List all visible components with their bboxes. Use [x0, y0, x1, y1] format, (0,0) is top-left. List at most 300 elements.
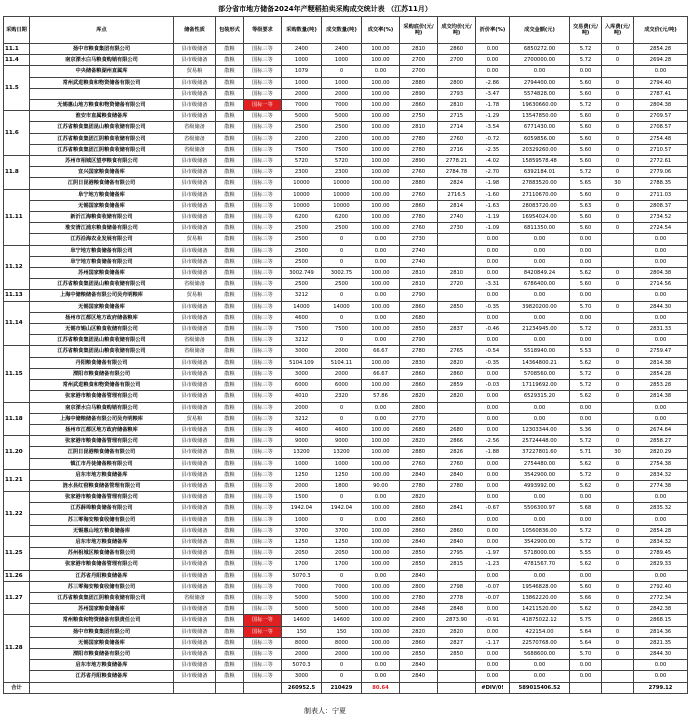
value-cell: 2850	[400, 559, 438, 570]
date-cell: 11.21	[4, 469, 30, 491]
grade-cell: 国标三等	[244, 604, 282, 615]
table-row	[4, 480, 688, 491]
value-cell: 县市级储备	[174, 469, 216, 480]
grade-cell: 国标三等	[244, 144, 282, 155]
value-cell: 县市级储备	[174, 458, 216, 469]
value-cell: 2840	[400, 671, 438, 682]
value-cell: 散粮	[216, 626, 244, 637]
value-cell: 28083720.00	[510, 200, 570, 211]
value-cell: 2810	[400, 122, 438, 133]
warehouse-cell: 宜兴国家粮食储备库	[30, 167, 174, 178]
value-cell: 30	[602, 447, 634, 458]
value-cell: 0.00	[510, 514, 570, 525]
value-cell: 150	[282, 626, 322, 637]
value-cell: 2820	[400, 391, 438, 402]
value-cell: 2840	[400, 660, 438, 671]
value-cell: 2500	[322, 279, 362, 290]
value-cell: 4600	[282, 312, 322, 323]
value-cell: 5.62	[570, 391, 602, 402]
table-row	[4, 122, 688, 133]
value-cell	[602, 570, 634, 581]
value-cell: 5000	[322, 592, 362, 603]
table-row	[4, 648, 688, 659]
value-cell: 0	[322, 290, 362, 301]
table-row	[4, 424, 688, 435]
empty-cell	[244, 682, 282, 693]
value-cell	[602, 514, 634, 525]
value-cell: 2850	[400, 324, 438, 335]
value-cell: 0.00	[476, 671, 510, 682]
value-cell: 2854.28	[634, 44, 688, 55]
value-cell: 0	[602, 592, 634, 603]
value-cell: 2834.32	[634, 536, 688, 547]
value-cell: 2780	[400, 480, 438, 491]
value-cell: 0	[602, 44, 634, 55]
value-cell: 1079	[282, 66, 322, 77]
value-cell: 16954024.00	[510, 212, 570, 223]
value-cell: 100.00	[362, 200, 400, 211]
value-cell: -1.23	[476, 559, 510, 570]
value-cell: 22570768.00	[510, 637, 570, 648]
value-cell: 0	[602, 346, 634, 357]
value-cell: 散粮	[216, 368, 244, 379]
value-cell: 15859578.48	[510, 156, 570, 167]
warehouse-cell: 苏州国家粮食储备库	[30, 268, 174, 279]
value-cell: 散粮	[216, 66, 244, 77]
value-cell: 4600	[282, 424, 322, 435]
table-row	[4, 312, 688, 323]
value-cell: 2820.29	[634, 447, 688, 458]
value-cell: 5.72	[570, 380, 602, 391]
value-cell	[602, 413, 634, 424]
value-cell: 2850	[400, 548, 438, 559]
value-cell: 贸易粮	[174, 234, 216, 245]
table-row	[4, 469, 688, 480]
value-cell: 2860	[400, 100, 438, 111]
value-cell: 2780	[400, 133, 438, 144]
table-body	[4, 44, 688, 694]
value-cell: 100.00	[362, 178, 400, 189]
value-cell: 散粮	[216, 536, 244, 547]
value-cell: 0.00	[570, 234, 602, 245]
value-cell: 0	[602, 268, 634, 279]
grade-cell: 国标三等	[244, 279, 282, 290]
value-cell: -1.88	[476, 447, 510, 458]
date-cell: 11.12	[4, 245, 30, 290]
value-cell: 5.62	[570, 458, 602, 469]
value-cell: 散粮	[216, 234, 244, 245]
value-cell: 2860	[438, 44, 476, 55]
value-cell: 县市级储备	[174, 615, 216, 626]
value-cell: 散粮	[216, 156, 244, 167]
value-cell: 39820200.00	[510, 301, 570, 312]
grade-cell: 国标三等	[244, 424, 282, 435]
value-cell: 2716.5	[438, 189, 476, 200]
value-cell: 0	[602, 559, 634, 570]
value-cell: 0	[602, 189, 634, 200]
value-cell: -1.98	[476, 178, 510, 189]
value-cell: 2300	[322, 167, 362, 178]
value-cell: 2824	[438, 178, 476, 189]
value-cell: 5104.109	[282, 357, 322, 368]
value-cell: 100.00	[362, 55, 400, 66]
value-cell: 2854.28	[634, 368, 688, 379]
value-cell: 100.00	[362, 301, 400, 312]
empty-cell	[570, 682, 602, 693]
value-cell: 2810	[400, 279, 438, 290]
value-cell: 2810	[438, 268, 476, 279]
value-cell: 2200	[322, 133, 362, 144]
value-cell: 2500	[282, 234, 322, 245]
value-cell: 0.00	[510, 66, 570, 77]
value-cell: 2792.40	[634, 581, 688, 592]
value-cell: 散粮	[216, 189, 244, 200]
value-cell: 0	[602, 480, 634, 491]
value-cell: 2700	[400, 66, 438, 77]
value-cell: 2800	[400, 581, 438, 592]
value-cell: 2841	[438, 503, 476, 514]
warehouse-cell: 江苏省粮食集团江阴粮食收储有限公司	[30, 133, 174, 144]
value-cell: -1.60	[476, 189, 510, 200]
value-cell: 100.00	[362, 592, 400, 603]
value-cell: 散粮	[216, 447, 244, 458]
value-cell: 1250	[282, 469, 322, 480]
table-row	[4, 189, 688, 200]
value-cell	[438, 335, 476, 346]
value-cell: 100.00	[362, 424, 400, 435]
value-cell: 0.00	[634, 413, 688, 424]
value-cell: 2700	[438, 55, 476, 66]
value-cell: 4781567.70	[510, 559, 570, 570]
value-cell: 散粮	[216, 212, 244, 223]
column-header: 储备性质	[174, 17, 216, 44]
value-cell	[602, 660, 634, 671]
grade-cell: 国标三等	[244, 592, 282, 603]
warehouse-cell: 苏州国家粮食储备库	[30, 604, 174, 615]
warehouse-cell: 江苏沿海农业发展有限公司	[30, 234, 174, 245]
grade-cell: 国标三等	[244, 88, 282, 99]
value-cell: 2760	[400, 189, 438, 200]
value-cell: 0	[602, 648, 634, 659]
value-cell: 省级储备	[174, 133, 216, 144]
value-cell: 散粮	[216, 167, 244, 178]
value-cell: -0.72	[476, 133, 510, 144]
value-cell: 0.00	[510, 492, 570, 503]
value-cell: 县市级储备	[174, 525, 216, 536]
value-cell: 散粮	[216, 592, 244, 603]
value-cell: 100.00	[362, 111, 400, 122]
warehouse-cell: 阜宁地方粮食储备库	[30, 189, 174, 200]
value-cell: 散粮	[216, 581, 244, 592]
value-cell: 县市级储备	[174, 581, 216, 592]
value-cell: 0.00	[634, 66, 688, 77]
warehouse-cell: 江苏薛埠粮食储备有限公司	[30, 503, 174, 514]
value-cell: 5688600.00	[510, 648, 570, 659]
value-cell: 5.72	[570, 324, 602, 335]
value-cell: 0.00	[362, 413, 400, 424]
warehouse-cell: 新沂江海粮食收储有限公司	[30, 212, 174, 223]
value-cell: 县市级储备	[174, 447, 216, 458]
table-row	[4, 604, 688, 615]
value-cell: 5.65	[570, 178, 602, 189]
value-cell: 2820	[438, 357, 476, 368]
value-cell: 3002.75	[322, 268, 362, 279]
value-cell: 21234945.00	[510, 324, 570, 335]
table-row	[4, 156, 688, 167]
table-row	[4, 436, 688, 447]
value-cell: 5.72	[570, 368, 602, 379]
value-cell: 散粮	[216, 144, 244, 155]
value-cell: 0.00	[570, 570, 602, 581]
value-cell: 县市级储备	[174, 548, 216, 559]
value-cell: -1.19	[476, 212, 510, 223]
value-cell: 散粮	[216, 424, 244, 435]
value-cell: 41875022.12	[510, 615, 570, 626]
value-cell: 散粮	[216, 346, 244, 357]
value-cell: 2000	[322, 88, 362, 99]
value-cell: 0.00	[634, 290, 688, 301]
value-cell: 0	[602, 133, 634, 144]
date-cell: 11.1	[4, 44, 30, 55]
grade-cell: 国标三等	[244, 581, 282, 592]
value-cell: 19546828.00	[510, 581, 570, 592]
value-cell: 散粮	[216, 492, 244, 503]
value-cell: 2754.48	[634, 133, 688, 144]
value-cell: 14600	[282, 615, 322, 626]
value-cell: 6771430.00	[510, 122, 570, 133]
value-cell: 2779.06	[634, 167, 688, 178]
value-cell: 1500	[282, 492, 322, 503]
warehouse-cell: 涟水县红窑粮食储备管理有限公司	[30, 480, 174, 491]
value-cell: 0.00	[362, 256, 400, 267]
value-cell: 0	[322, 492, 362, 503]
value-cell: 县市级储备	[174, 424, 216, 435]
value-cell: 2800	[400, 402, 438, 413]
value-cell: 0.00	[570, 256, 602, 267]
grade-cell: 国标三等	[244, 256, 282, 267]
value-cell: 散粮	[216, 256, 244, 267]
value-cell: 5.60	[570, 156, 602, 167]
value-cell: 0.00	[634, 402, 688, 413]
value-cell: 0.00	[476, 660, 510, 671]
value-cell: 散粮	[216, 301, 244, 312]
value-cell: 5.71	[570, 447, 602, 458]
value-cell: 5.72	[570, 536, 602, 547]
value-cell: 散粮	[216, 77, 244, 88]
value-cell: 1000	[282, 514, 322, 525]
value-cell: 2694.28	[634, 55, 688, 66]
value-cell: 县市级储备	[174, 44, 216, 55]
value-cell: 0.00	[476, 570, 510, 581]
value-cell: 4993992.00	[510, 480, 570, 491]
value-cell: 10000	[282, 200, 322, 211]
grade-cell: 国标三等	[244, 648, 282, 659]
value-cell: 2900	[400, 615, 438, 626]
value-cell: 37227801.60	[510, 447, 570, 458]
value-cell: 散粮	[216, 324, 244, 335]
value-cell: 0	[602, 536, 634, 547]
value-cell: 5.62	[570, 604, 602, 615]
warehouse-cell: 上海中储粮储备有限公司吴舟明粮库	[30, 413, 174, 424]
value-cell: 0.00	[570, 402, 602, 413]
value-cell	[438, 660, 476, 671]
table-row	[4, 380, 688, 391]
value-cell: 2759.47	[634, 346, 688, 357]
grade-cell: 国标三等	[244, 234, 282, 245]
value-cell: 0.00	[634, 245, 688, 256]
value-cell: 5000	[282, 111, 322, 122]
value-cell: 0.00	[510, 290, 570, 301]
warehouse-cell: 中央储备粮湖州直属库	[30, 66, 174, 77]
value-cell: 散粮	[216, 200, 244, 211]
warehouse-cell: 无锡国家粮食储备库	[30, 301, 174, 312]
table-row	[4, 626, 688, 637]
value-cell: 县市级储备	[174, 156, 216, 167]
value-cell: 100.00	[362, 469, 400, 480]
value-cell: 县市级储备	[174, 111, 216, 122]
value-cell: 12303344.00	[510, 424, 570, 435]
total-deal: 210429	[322, 682, 362, 693]
table-row	[4, 245, 688, 256]
value-cell: 0.00	[570, 66, 602, 77]
date-cell: 11.15	[4, 346, 30, 402]
value-cell: 2840	[400, 570, 438, 581]
value-cell: 散粮	[216, 357, 244, 368]
value-cell: 0.00	[634, 256, 688, 267]
value-cell: 5.60	[570, 111, 602, 122]
value-cell: 10000	[322, 200, 362, 211]
value-cell: 100.00	[362, 279, 400, 290]
value-cell: -0.35	[476, 357, 510, 368]
warehouse-cell: 扬州市江都区地方政府储备粮库	[30, 424, 174, 435]
value-cell: 5.70	[570, 301, 602, 312]
value-cell: 2780	[400, 346, 438, 357]
value-cell: 7000	[282, 581, 322, 592]
value-cell: 2760	[400, 223, 438, 234]
grade-cell: 国标三等	[244, 312, 282, 323]
value-cell: 100.00	[362, 156, 400, 167]
value-cell: 散粮	[216, 279, 244, 290]
value-cell: 2720	[438, 279, 476, 290]
value-cell: 散粮	[216, 480, 244, 491]
value-cell: 2798	[438, 581, 476, 592]
value-cell: 散粮	[216, 88, 244, 99]
warehouse-cell: 江苏省粮食集团江阴粮食收储有限公司	[30, 144, 174, 155]
value-cell: 贸易粮	[174, 66, 216, 77]
value-cell: 2500	[282, 223, 322, 234]
table-row	[4, 133, 688, 144]
column-header: 成交均价(元/吨)	[438, 17, 476, 44]
warehouse-cell: 江苏省粮食集团昆山粮食收储有限公司	[30, 279, 174, 290]
value-cell	[602, 312, 634, 323]
table-row	[4, 324, 688, 335]
warehouse-cell: 江苏省粮食集团江阴粮食收储有限公司	[30, 592, 174, 603]
value-cell: 2784.78	[438, 167, 476, 178]
date-cell: 11.27	[4, 581, 30, 615]
value-cell: 县市级储备	[174, 324, 216, 335]
value-cell: 0.00	[510, 256, 570, 267]
value-cell: 5.72	[570, 525, 602, 536]
value-cell: 0.00	[476, 44, 510, 55]
value-cell: 0.00	[510, 570, 570, 581]
value-cell: 2844.30	[634, 648, 688, 659]
warehouse-cell: 溧阳市粮食储备有限公司	[30, 368, 174, 379]
warehouse-cell: 常州武进粮食和物资储备有限公司	[30, 380, 174, 391]
value-cell: 2778	[438, 592, 476, 603]
value-cell: 2778.21	[438, 156, 476, 167]
value-cell: 县市级储备	[174, 301, 216, 312]
empty-cell	[400, 682, 438, 693]
value-cell: 5574828.00	[510, 88, 570, 99]
value-cell: 2842.38	[634, 604, 688, 615]
value-cell: 2814	[438, 200, 476, 211]
column-header: 采购数量(吨)	[282, 17, 322, 44]
column-header: 采购日期	[4, 17, 30, 44]
table-row	[4, 525, 688, 536]
value-cell: 0	[602, 324, 634, 335]
value-cell: 2770	[400, 413, 438, 424]
value-cell: -3.47	[476, 88, 510, 99]
value-cell: -0.67	[476, 503, 510, 514]
value-cell: 2827	[438, 637, 476, 648]
value-cell: 0	[602, 167, 634, 178]
value-cell: 5.66	[570, 592, 602, 603]
value-cell: 县市级储备	[174, 514, 216, 525]
value-cell: 5.62	[570, 480, 602, 491]
value-cell: 3212	[282, 335, 322, 346]
value-cell: 6000	[282, 380, 322, 391]
value-cell: 散粮	[216, 413, 244, 424]
value-cell: 3542900.00	[510, 469, 570, 480]
value-cell: 0.00	[634, 570, 688, 581]
value-cell: 100.00	[362, 559, 400, 570]
value-cell: 2760	[438, 458, 476, 469]
value-cell: 2850	[438, 648, 476, 659]
value-cell: 100.00	[362, 44, 400, 55]
table-row	[4, 514, 688, 525]
grade-cell: 国标三等	[244, 436, 282, 447]
value-cell: 100.00	[362, 189, 400, 200]
value-cell: 3700	[282, 525, 322, 536]
value-cell: 县市级储备	[174, 268, 216, 279]
value-cell: 1700	[322, 559, 362, 570]
value-cell: 2714.56	[634, 279, 688, 290]
value-cell: 100.00	[362, 133, 400, 144]
grade-cell: 国标三等	[244, 458, 282, 469]
value-cell	[438, 234, 476, 245]
grade-cell: 国标三等	[244, 671, 282, 682]
empty-cell	[216, 682, 244, 693]
value-cell: 2320	[322, 391, 362, 402]
value-cell: 0	[602, 503, 634, 514]
value-cell: 2848	[438, 604, 476, 615]
value-cell: 散粮	[216, 44, 244, 55]
value-cell: 5.60	[570, 279, 602, 290]
value-cell: 县市级储备	[174, 368, 216, 379]
value-cell: 14364800.21	[510, 357, 570, 368]
value-cell: 县市级储备	[174, 77, 216, 88]
value-cell: 2500	[282, 256, 322, 267]
value-cell: 2711.03	[634, 189, 688, 200]
value-cell: 0.00	[362, 514, 400, 525]
value-cell: 0.00	[510, 234, 570, 245]
value-cell	[602, 671, 634, 682]
table-row	[4, 458, 688, 469]
value-cell: 17119692.00	[510, 380, 570, 391]
value-cell: 100.00	[362, 122, 400, 133]
table-row	[4, 346, 688, 357]
value-cell: 县市级储备	[174, 55, 216, 66]
